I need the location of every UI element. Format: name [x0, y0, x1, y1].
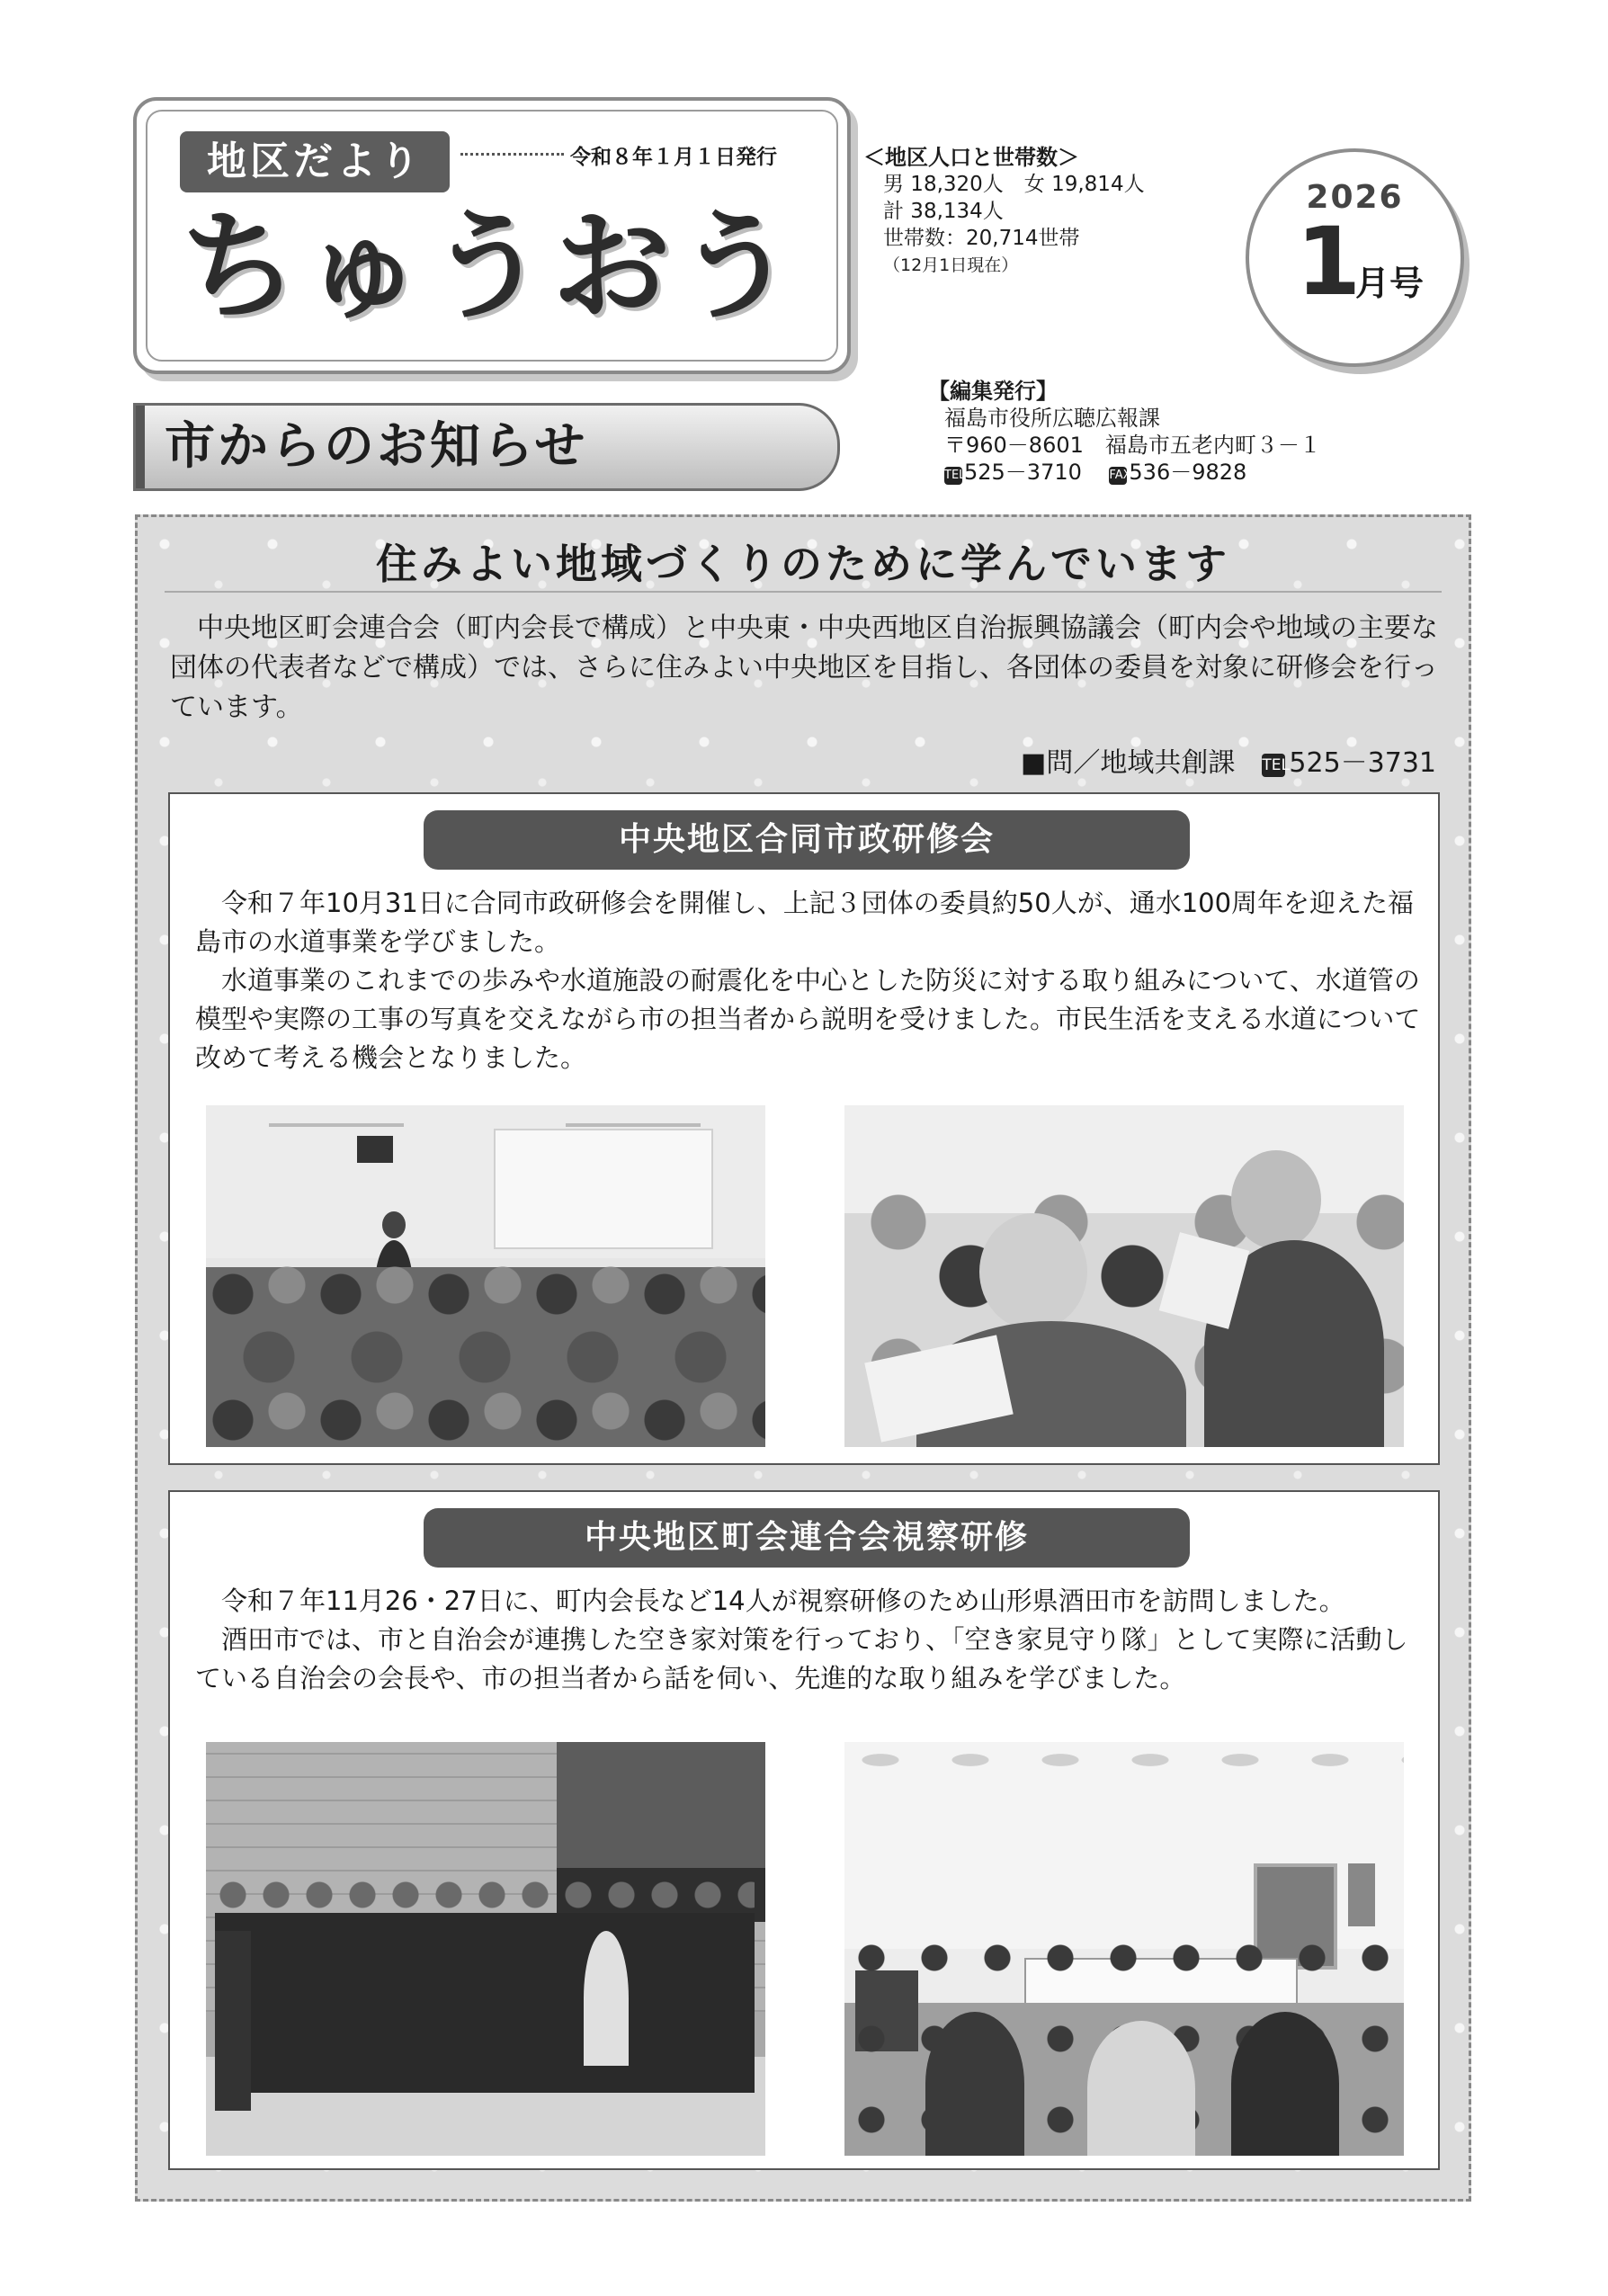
masthead [133, 97, 851, 374]
tour-body [195, 1582, 1433, 1698]
section-banner [133, 403, 840, 491]
population-info [863, 144, 1145, 279]
ceiling-lights [844, 1742, 1404, 1778]
publisher-tel: 525－3710 [964, 460, 1082, 485]
publisher-info [928, 378, 1321, 486]
tel-icon: TEL [944, 467, 962, 485]
newsletter-title: ちゅうおう [180, 198, 800, 336]
dotted-leader [460, 153, 564, 156]
intro-paragraph: 中央地区町会連合会（町内会長で構成）と中央東・中央西地区自治振興協議会（町内会や地域の主要な団体の代表者などで構成）では、さらに住みよい中央地区を目指し、各団体の委員を対象に研修会を行っています。 [170, 612, 1438, 723]
series-label: 地区だより [180, 131, 450, 192]
phone-icon: TEL [1262, 754, 1285, 777]
section-banner-bar [136, 406, 145, 488]
article-box [135, 514, 1471, 2202]
household-count: 世帯数：20,714世帯 [883, 227, 1080, 250]
population-total: 計 38,134人 [883, 200, 1004, 223]
tour-box [168, 1490, 1440, 2170]
publisher-fax: 536－9828 [1129, 460, 1247, 485]
population-date-note: （12月1日現在） [883, 255, 1019, 275]
tour-paragraph-2: 酒田市では、市と自治会が連携した空き家対策を行っており、「空き家見守り隊」として実際に活動している自治会の会長や、市の担当者から話を伺い、先進的な取り組みを学びました。 [195, 1624, 1408, 1693]
issue-month: 1 [1296, 207, 1362, 317]
contact-label: ■問／地域共創課 [1021, 747, 1236, 779]
tour-title: 中央地区町会連合会視察研修 [424, 1508, 1190, 1568]
seminar-title: 中央地区合同市政研修会 [424, 810, 1190, 870]
speaker-box [357, 1136, 393, 1163]
photo-lecture-hall [206, 1105, 765, 1447]
contact-tel: 525－3731 [1289, 747, 1436, 779]
seminar-body [195, 884, 1433, 1077]
population-heading: ＜地区人口と世帯数＞ [863, 145, 1079, 170]
photo-group [206, 1742, 765, 2156]
issue-suffix: 月号 [1355, 264, 1425, 303]
article-title: 住みよい地域づくりのために学んでいます [376, 540, 1230, 588]
publisher-contact [944, 459, 1321, 486]
projection-screen [494, 1129, 713, 1249]
population-gender: 男 18,320人 女 19,814人 [883, 173, 1145, 196]
publisher-address: 〒960－8601 福島市五老内町３－１ [944, 433, 1321, 458]
seminar-paragraph-2: 水道事業のこれまでの歩みや水道施設の耐震化を中心とした防災に対する取り組みについて、水道管の模型や実際の工事の写真を交えながら市の担当者から説明を受けました。市民生活を支える水道について改めて考える機会となりました。 [195, 965, 1421, 1073]
group-of-people [215, 1877, 755, 2111]
audience [206, 1258, 765, 1447]
attendee-head [979, 1213, 1087, 1330]
photo-attendees-reading [844, 1105, 1404, 1447]
photo-meeting-room [844, 1742, 1404, 2156]
issue-year: 2026 [1306, 179, 1404, 216]
fax-icon: FAX [1109, 467, 1127, 485]
seminar-paragraph-1: 令和７年10月31日に合同市政研修会を開催し、上記３団体の委員約50人が、通水100周年を迎えた福島市の水道事業を学びました。 [195, 888, 1415, 957]
section-title: 市からのお知らせ [165, 417, 588, 476]
seminar-box [168, 792, 1440, 1465]
publisher-heading: 【編集発行】 [928, 379, 1058, 404]
article-intro [170, 609, 1438, 728]
publisher-org: 福島市役所広聴広報課 [944, 406, 1160, 431]
tour-paragraph-1: 令和７年11月26・27日に、町内会長など14人が視察研修のため山形県酒田市を訪問しました。 [221, 1586, 1345, 1616]
issue-date: 令和８年１月１日発行 [570, 146, 777, 169]
issue-badge [1246, 148, 1464, 367]
article-contact [1021, 740, 1436, 780]
title-divider [165, 591, 1442, 593]
